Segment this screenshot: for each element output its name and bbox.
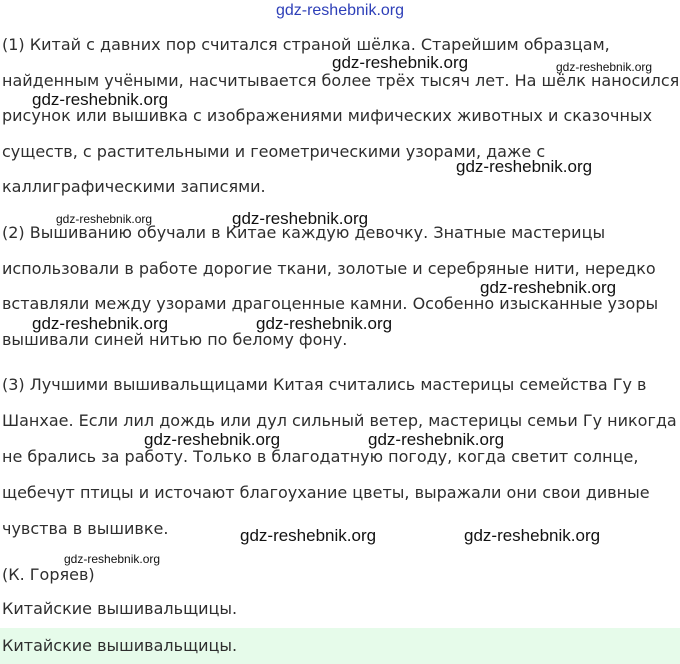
title-line: Китайские вышивальщицы.	[2, 599, 238, 618]
text-line: найденным учёными, насчитывается более трёх тысяч лет. На шёлк наносился	[2, 71, 680, 90]
watermark: gdz-reshebnik.org	[32, 314, 169, 333]
text-line: Шанхае. Если лил дождь или дул сильный ветер, мастерицы семьи Гу никогда	[2, 411, 677, 430]
watermark: gdz-reshebnik.org	[240, 526, 377, 545]
text-line: каллиграфическими записями.	[2, 177, 266, 196]
text-line: чувства в вышивке.	[2, 519, 169, 538]
watermark: gdz-reshebnik.org	[32, 90, 169, 109]
answer-box	[0, 628, 680, 664]
watermark: gdz-reshebnik.org	[368, 430, 505, 449]
watermark: gdz-reshebnik.org	[64, 552, 161, 566]
author-line: (К. Горяев)	[2, 565, 95, 584]
text-line: не брались за работу. Только в благодатную погоду, когда светит солнце,	[2, 447, 639, 466]
text-line: щебечут птицы и источают благоухание цветы, выражали они свои дивные	[2, 483, 650, 502]
watermark: gdz-reshebnik.org	[56, 212, 153, 226]
text-line: вышивали синей нитью по белому фону.	[2, 330, 348, 349]
text-line: рисунок или вышивка с изображениями мифических животных и сказочных	[2, 106, 653, 125]
watermark: gdz-reshebnik.org	[144, 430, 281, 449]
header-watermark: gdz-reshebnik.org	[275, 2, 405, 19]
text-line: вставляли между узорами драгоценные камни. Особенно изысканные узоры	[2, 294, 659, 313]
watermark: gdz-reshebnik.org	[332, 53, 469, 72]
watermark: gdz-reshebnik.org	[232, 209, 369, 228]
watermark: gdz-reshebnik.org	[256, 314, 393, 333]
answer-text: Китайские вышивальщицы.	[2, 636, 238, 655]
watermark: gdz-reshebnik.org	[464, 526, 601, 545]
text-line: (3) Лучшими вышивальщицами Китая считались мастерицы семейства Гу в	[2, 375, 647, 394]
text-line: использовали в работе дорогие ткани, золотые и серебряные нити, нередко	[2, 259, 656, 278]
text-line: существ, с растительными и геометрическими узорами, даже с	[2, 142, 546, 161]
text-line: (2) Вышиванию обучали в Китае каждую девочку. Знатные мастерицы	[2, 223, 606, 242]
watermark: gdz-reshebnik.org	[480, 278, 617, 297]
text-line: (1) Китай с давних пор считался страной шёлка. Старейшим образцам,	[2, 35, 610, 54]
watermark: gdz-reshebnik.org	[456, 157, 593, 176]
watermark: gdz-reshebnik.org	[556, 60, 653, 74]
